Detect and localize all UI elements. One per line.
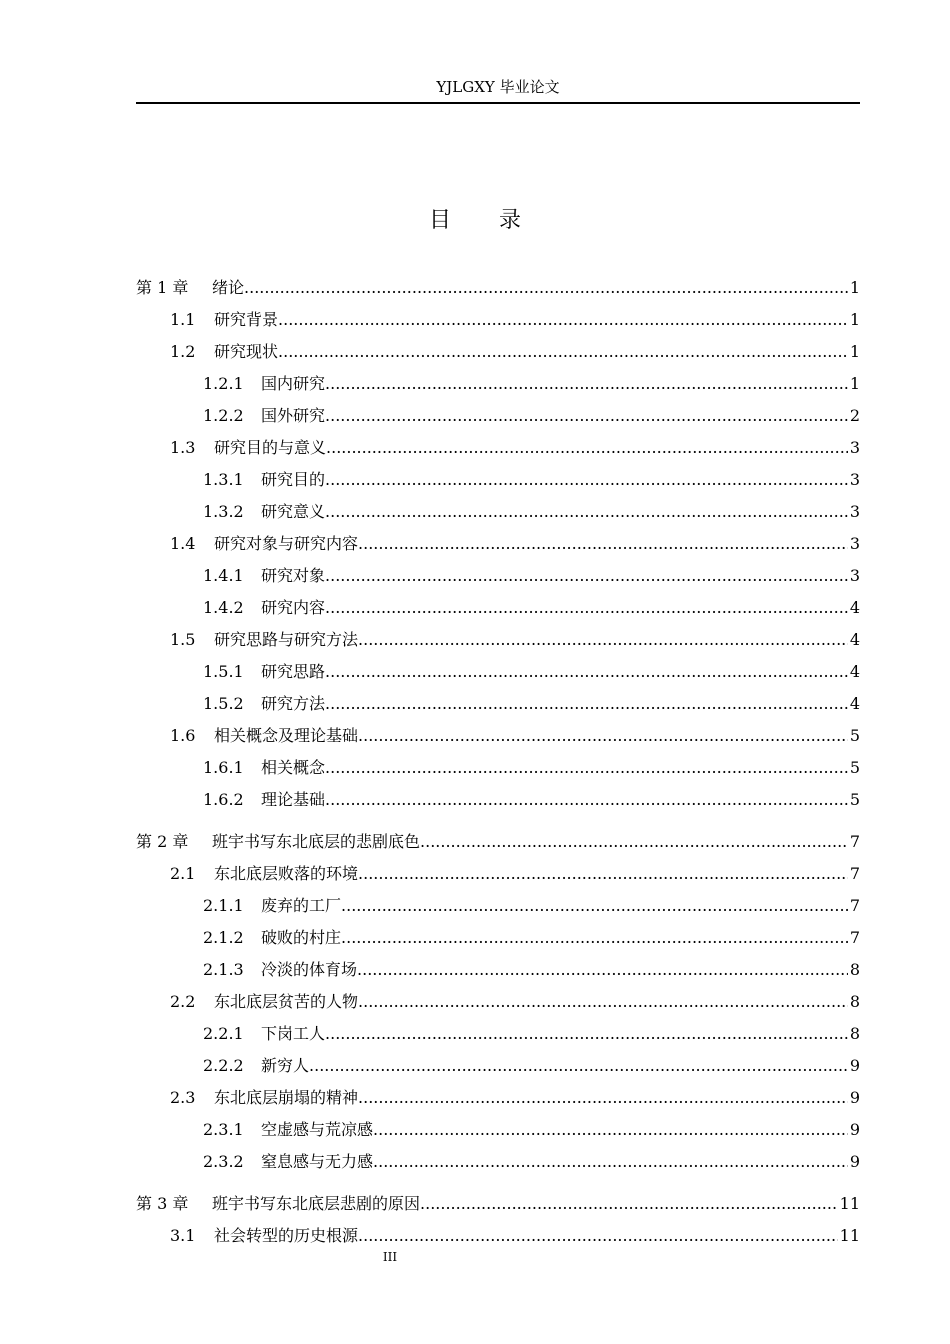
toc-entry-label: 研究意义: [261, 502, 326, 521]
toc-leader-dots: [358, 1087, 848, 1109]
toc-entry[interactable]: [170, 341, 860, 363]
page-number: III: [382, 1250, 398, 1264]
toc-entry-number: 2.2.1: [203, 1024, 244, 1043]
toc-entry-page: 9: [849, 1120, 860, 1139]
toc-entry[interactable]: [203, 373, 860, 395]
toc-entry[interactable]: [203, 1055, 860, 1077]
toc-leader-dots: [341, 927, 848, 949]
toc-entry-page: 9: [849, 1152, 860, 1171]
toc-entry-page: 1: [849, 374, 860, 393]
toc-entry-label: 下岗工人: [261, 1024, 326, 1043]
toc-entry-number: 1.2.1: [203, 374, 244, 393]
toc-entry-label: 东北底层贫苦的人物: [214, 992, 359, 1011]
toc-leader-dots: [325, 405, 848, 427]
page-header: [136, 76, 860, 104]
toc-entry-page: 3: [849, 566, 860, 585]
toc-entry-label: 研究思路与研究方法: [214, 630, 359, 649]
toc-entry-label: 研究背景: [214, 310, 279, 329]
toc-entry-page: 2: [849, 406, 860, 425]
toc-entry-number: 2.1.2: [203, 928, 244, 947]
toc-leader-dots: [325, 597, 848, 619]
toc-leader-dots: [325, 373, 848, 395]
toc-entry[interactable]: [170, 437, 860, 459]
toc-entry-label: 研究目的: [261, 470, 326, 489]
toc-entry-number: 1.3.2: [203, 502, 244, 521]
toc-leader-dots: [357, 959, 848, 981]
toc-entry-page: 4: [849, 662, 860, 681]
toc-entry-label: 相关概念及理论基础: [214, 726, 359, 745]
toc-entry-number: 1.2: [170, 342, 196, 361]
toc-entry-number: 1.4: [170, 534, 196, 553]
toc-entry[interactable]: [170, 1225, 860, 1247]
toc-entry-number: 3.1: [170, 1226, 196, 1245]
toc-entry-page: 9: [849, 1056, 860, 1075]
toc-entry-label: 班宇书写东北底层悲剧的原因: [212, 1194, 421, 1213]
toc-entry-page: 8: [849, 992, 860, 1011]
toc-entry[interactable]: [170, 533, 860, 555]
toc-leader-dots: [325, 565, 848, 587]
toc-entry-number: 2.2: [170, 992, 196, 1011]
toc-entry-page: 7: [849, 928, 860, 947]
toc-leader-dots: [278, 341, 848, 363]
toc-entry-number: 2.1.1: [203, 896, 244, 915]
toc-entry-page: 4: [849, 694, 860, 713]
toc-leader-dots: [326, 437, 848, 459]
toc-entry[interactable]: [203, 927, 860, 949]
toc-entry-label: 社会转型的历史根源: [214, 1226, 359, 1245]
toc-leader-dots: [278, 309, 848, 331]
toc-entry-number: 1.5: [170, 630, 196, 649]
toc-leader-dots: [358, 533, 848, 555]
toc-entry-label: 理论基础: [261, 790, 326, 809]
toc-leader-dots: [420, 831, 848, 853]
toc-entry-page: 1: [849, 342, 860, 361]
toc-entry-label: 相关概念: [261, 758, 326, 777]
toc-entry-page: 1: [849, 310, 860, 329]
toc-entry-number: 2.3: [170, 1088, 196, 1107]
toc-entry-page: 4: [849, 598, 860, 617]
toc-entry-number: 1.3: [170, 438, 196, 457]
toc-entry-page: 7: [849, 832, 860, 851]
toc-entry-label: 国外研究: [261, 406, 326, 425]
toc-entry-page: 8: [849, 1024, 860, 1043]
toc-leader-dots: [325, 469, 848, 491]
toc-leader-dots: [358, 863, 848, 885]
toc-entry[interactable]: [203, 1119, 860, 1141]
toc-entry-number: 2.3.2: [203, 1152, 244, 1171]
toc-entry[interactable]: [170, 629, 860, 651]
toc-entry[interactable]: [203, 661, 860, 683]
toc-entry-number: 第 3 章: [136, 1194, 189, 1213]
toc-entry-label: 东北底层崩塌的精神: [214, 1088, 359, 1107]
toc-leader-dots: [358, 629, 848, 651]
toc-entry-label: 研究对象与研究内容: [214, 534, 359, 553]
toc-entry[interactable]: [170, 863, 860, 885]
toc-leader-dots: [325, 757, 848, 779]
toc-leader-dots: [325, 501, 848, 523]
toc-entry-number: 1.6.2: [203, 790, 244, 809]
toc-entry-page: 3: [849, 438, 860, 457]
toc-entry-number: 1.6: [170, 726, 196, 745]
toc-entry[interactable]: [203, 757, 860, 779]
toc-entry[interactable]: [203, 895, 860, 917]
toc-entry[interactable]: [203, 597, 860, 619]
toc-leader-dots: [373, 1151, 848, 1173]
toc-entry-label: 绪论: [212, 278, 245, 297]
toc-entry-number: 1.6.1: [203, 758, 244, 777]
toc-leader-dots: [358, 725, 848, 747]
toc-entry-page: 9: [849, 1088, 860, 1107]
toc-entry-number: 1.4.2: [203, 598, 244, 617]
toc-leader-dots: [325, 693, 848, 715]
toc-leader-dots: [358, 991, 848, 1013]
toc-entry[interactable]: [170, 991, 860, 1013]
toc-entry-label: 窒息感与无力感: [261, 1152, 374, 1171]
toc-entry-page: 3: [849, 534, 860, 553]
toc-entry-number: 1.3.1: [203, 470, 244, 489]
toc-entry-label: 研究现状: [214, 342, 279, 361]
toc-entry-number: 1.1: [170, 310, 196, 329]
toc-entry-page: 5: [849, 790, 860, 809]
toc-entry-label: 国内研究: [261, 374, 326, 393]
toc-chapter-entry[interactable]: [136, 1193, 860, 1215]
toc-entry-label: 东北底层败落的环境: [214, 864, 359, 883]
toc-entry-number: 第 1 章: [136, 278, 189, 297]
toc-entry-label: 冷淡的体育场: [261, 960, 358, 979]
toc-entry[interactable]: [203, 959, 860, 981]
toc-entry-number: 2.1: [170, 864, 196, 883]
toc-entry-label: 废弃的工厂: [261, 896, 342, 915]
toc-entry-label: 研究内容: [261, 598, 326, 617]
toc-leader-dots: [325, 1023, 848, 1045]
toc-entry[interactable]: [203, 501, 860, 523]
toc-chapter-entry[interactable]: [136, 277, 860, 299]
toc-entry-label: 破败的村庄: [261, 928, 342, 947]
toc-entry[interactable]: [203, 1151, 860, 1173]
toc-entry[interactable]: [203, 1023, 860, 1045]
toc-entry[interactable]: [203, 405, 860, 427]
toc-entry-label: 空虚感与荒凉感: [261, 1120, 374, 1139]
toc-entry[interactable]: [170, 309, 860, 331]
toc-entry-page: 11: [839, 1226, 860, 1245]
toc-entry-label: 新穷人: [261, 1056, 310, 1075]
toc-leader-dots: [420, 1193, 838, 1215]
toc-entry-label: 研究方法: [261, 694, 326, 713]
toc-leader-dots: [341, 895, 848, 917]
toc-entry-number: 1.2.2: [203, 406, 244, 425]
toc-entry[interactable]: [203, 693, 860, 715]
toc-leader-dots: [244, 277, 848, 299]
toc-entry[interactable]: [203, 789, 860, 811]
toc-entry[interactable]: [170, 1087, 860, 1109]
toc-entry-page: 5: [849, 726, 860, 745]
toc-entry-number: 2.3.1: [203, 1120, 244, 1139]
toc-entry[interactable]: [203, 565, 860, 587]
toc-entry-page: 7: [849, 896, 860, 915]
toc-entry-number: 2.1.3: [203, 960, 244, 979]
toc-entry[interactable]: [170, 725, 860, 747]
toc-entry-page: 3: [849, 502, 860, 521]
toc-leader-dots: [325, 661, 848, 683]
toc-leader-dots: [373, 1119, 848, 1141]
toc-entry-page: 11: [839, 1194, 860, 1213]
toc-chapter-entry[interactable]: [136, 831, 860, 853]
toc-entry-number: 1.5.1: [203, 662, 244, 681]
header-text: YJLGXY 毕业论文: [436, 78, 560, 96]
toc-entry-number: 1.4.1: [203, 566, 244, 585]
toc-entry-page: 8: [849, 960, 860, 979]
toc-entry-number: 2.2.2: [203, 1056, 244, 1075]
toc-leader-dots: [358, 1225, 838, 1247]
toc-entry-number: 第 2 章: [136, 832, 189, 851]
toc-entry-page: 3: [849, 470, 860, 489]
toc-entry-page: 5: [849, 758, 860, 777]
toc-leader-dots: [325, 789, 848, 811]
toc-entry-label: 研究思路: [261, 662, 326, 681]
toc-entry-label: 班宇书写东北底层的悲剧底色: [212, 832, 421, 851]
toc-title: 目录: [428, 208, 569, 233]
toc-entry-page: 1: [849, 278, 860, 297]
toc-entry-page: 7: [849, 864, 860, 883]
toc-entry-label: 研究目的与意义: [214, 438, 327, 457]
toc-entry[interactable]: [203, 469, 860, 491]
toc-leader-dots: [309, 1055, 848, 1077]
toc-entry-page: 4: [849, 630, 860, 649]
toc-entry-label: 研究对象: [261, 566, 326, 585]
toc-entry-number: 1.5.2: [203, 694, 244, 713]
